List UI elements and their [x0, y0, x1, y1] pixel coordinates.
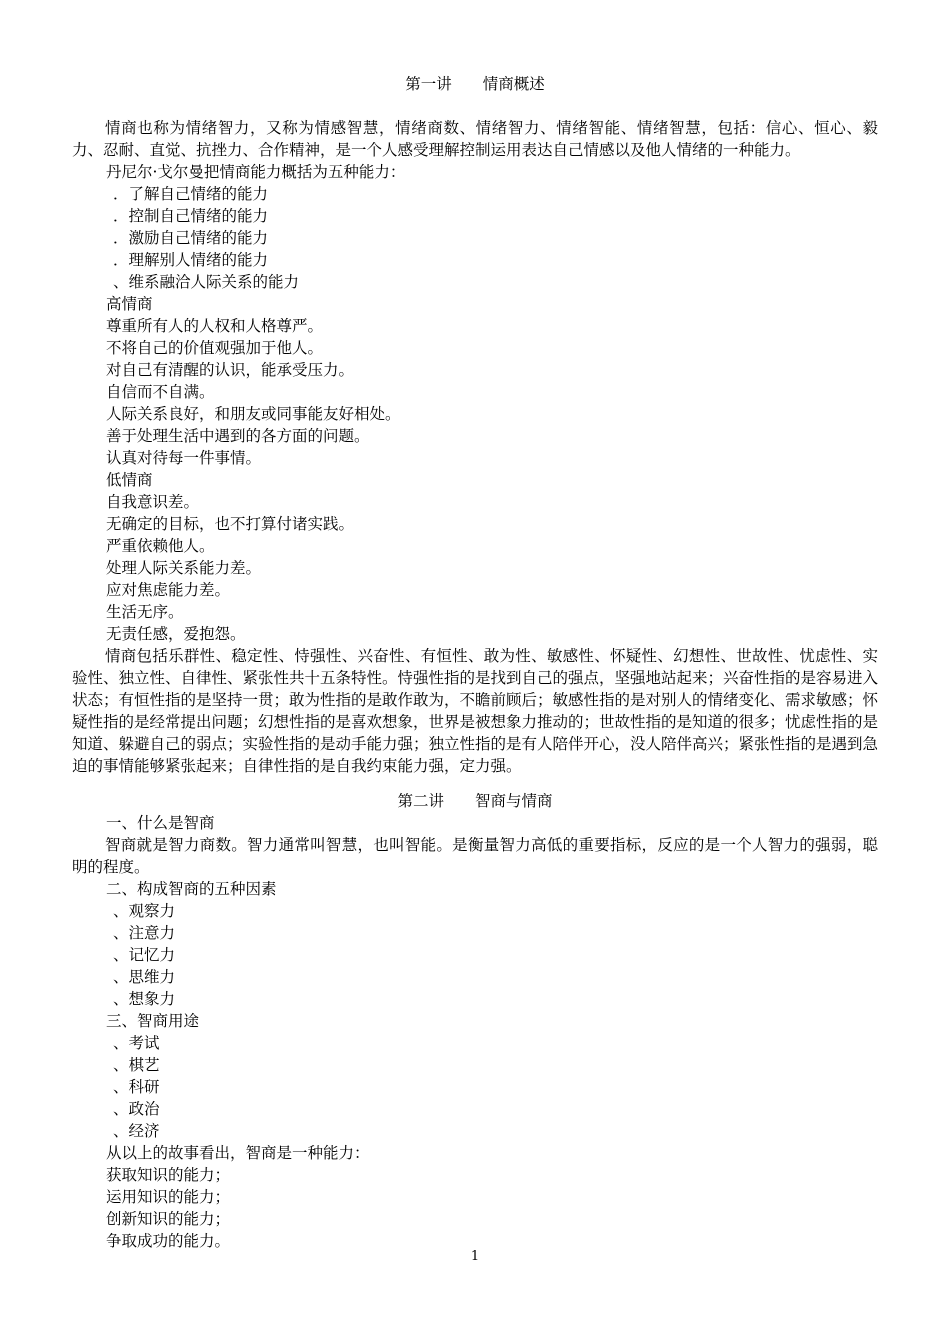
use-item: 、科研	[113, 1078, 160, 1096]
iq-ability-item: 争取成功的能力。	[106, 1232, 231, 1250]
lecture1-intro-paragraph: 情商也称为情绪智力，又称为情感智慧，情绪商数、情绪智力、情绪智能、情绪智慧，包括：信心、恒心、毅力、忍耐、直觉、抗挫力、合作精神，是一个人感受理解控制运用表达自己情感以及他人情绪的一种能力。	[72, 119, 878, 159]
factor-item: 、注意力	[113, 924, 176, 942]
goleman-line: 丹尼尔·戈尔曼把情商能力概括为五种能力：	[106, 163, 406, 181]
high-eq-item: 善于处理生活中遇到的各方面的问题。	[106, 427, 370, 445]
iq-ability-item: 获取知识的能力；	[106, 1166, 231, 1184]
section1-heading: 一、什么是智商	[106, 814, 215, 832]
high-eq-heading: 高情商	[106, 295, 153, 313]
iq-ability-item: 创新知识的能力；	[106, 1210, 231, 1228]
section2-heading: 二、构成智商的五种因素	[106, 880, 277, 898]
ability-item: ．了解自己情绪的能力	[113, 185, 269, 203]
low-eq-item: 严重依赖他人。	[106, 537, 215, 555]
section1-paragraph: 智商就是智力商数。智力通常叫智慧，也叫智能。是衡量智力高低的重要指标，反应的是一个人智力的强弱，聪明的程度。	[72, 836, 878, 876]
high-eq-item: 人际关系良好，和朋友或同事能友好相处。	[106, 405, 401, 423]
high-eq-item: 自信而不自满。	[106, 383, 215, 401]
lecture1-title: 第一讲 情商概述	[405, 75, 545, 93]
ability-item: ．激励自己情绪的能力	[113, 229, 269, 247]
low-eq-item: 自我意识差。	[106, 493, 200, 511]
ability-item: 、维系融洽人际关系的能力	[113, 273, 300, 291]
ability-item: ．理解别人情绪的能力	[113, 251, 269, 269]
low-eq-item: 无确定的目标，也不打算付诸实践。	[106, 515, 355, 533]
use-item: 、政治	[113, 1100, 160, 1118]
low-eq-item: 应对焦虑能力差。	[106, 581, 231, 599]
section3-heading: 三、智商用途	[106, 1012, 200, 1030]
iq-ability-item: 运用知识的能力；	[106, 1188, 231, 1206]
use-item: 、经济	[113, 1122, 160, 1140]
factor-item: 、想象力	[113, 990, 176, 1008]
conclusion-line: 从以上的故事看出，智商是一种能力：	[106, 1144, 370, 1162]
low-eq-heading: 低情商	[106, 471, 153, 489]
high-eq-item: 不将自己的价值观强加于他人。	[106, 339, 324, 357]
high-eq-item: 认真对待每一件事情。	[106, 449, 262, 467]
use-item: 、考试	[113, 1034, 160, 1052]
factor-item: 、思维力	[113, 968, 176, 986]
low-eq-item: 处理人际关系能力差。	[106, 559, 262, 577]
use-item: 、棋艺	[113, 1056, 160, 1074]
low-eq-item: 无责任感，爱抱怨。	[106, 625, 246, 643]
factor-item: 、记忆力	[113, 946, 176, 964]
high-eq-item: 对自己有清醒的认识，能承受压力。	[106, 361, 355, 379]
factor-item: 、观察力	[113, 902, 176, 920]
page-number: 1	[470, 1249, 480, 1264]
high-eq-item: 尊重所有人的人权和人格尊严。	[106, 317, 324, 335]
eq-traits-paragraph: 情商包括乐群性、稳定性、恃强性、兴奋性、有恒性、敢为性、敏感性、怀疑性、幻想性、世故性、忧虑性、实验性、独立性、自律性、紧张性共十五条特性。恃强性指的是找到自己的强点，坚强地站起来；兴奋性指的是容易进入状态；有恒性指的是坚持一贯；敢为性指的是敢作敢为，不瞻前顾后；敏感性指的是对别人的情绪变化、需求敏感；怀疑性指的是经常提出问题；幻想性指的是喜欢想象，世界是被想象力推动的；世故性指的是知道的很多；忧虑性指的是知道、躲避自己的弱点；实验性指的是动手能力强；独立性指的是有人陪伴开心，没人陪伴高兴；紧张性指的是遇到急迫的事情能够紧张起来；自律性指的是自我约束能力强，定力强。	[72, 647, 879, 775]
low-eq-item: 生活无序。	[106, 603, 184, 621]
ability-item: ．控制自己情绪的能力	[113, 207, 269, 225]
lecture2-title: 第二讲 智商与情商	[397, 792, 553, 810]
